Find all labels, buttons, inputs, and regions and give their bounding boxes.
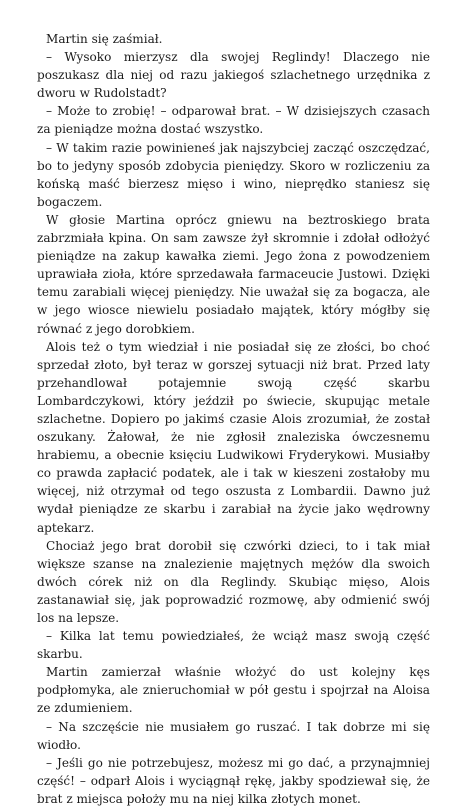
paragraph: – Na szczęście nie musiałem go ruszać. I tak dobrze mi się wiodło.	[37, 719, 430, 752]
paragraph: W głosie Martina oprócz gniewu na beztroskiego brata zabrzmiała kpina. On sam zawsze żył skromnie i zdołał odłożyć pieniądze na zakup kawałka ziemi. Jego żona z powodzeniem uprawiała zioła, które sprzedawała farmaceucie Justowi. Dzięki temu zarabiali więcej pieniędzy. Nie uważał się za bogacza, ale w jego wiosce niewielu posiadało majątek, który mógłby się równać z jego dorobkiem.	[37, 212, 430, 336]
paragraph: Alois też o tym wiedział i nie posiadał się ze złości, bo choć sprzedał złoto, był teraz w gorszej sytuacji niż brat. Przed laty przehandlował potajemnie swoją część skarbu Lombardczykowi, który jeździł po świecie, skupując metale szlachetne. Dopiero po jakimś czasie Alois zrozumiał, że został oszukany. Żałował, że nie zgłosił znaleziska ówczesnemu hrabiemu, a obecnie księciu Ludwikowi Fryderykowi. Musiałby co prawda zapłacić podatek, ale i tak w kieszeni zostałoby mu więcej, niż otrzymał od tego oszusta z Lombardii. Dawno już wydał pieniądze ze skarbu i zarabiał na życie jako wędrowny aptekarz.	[37, 339, 430, 535]
paragraph: – W takim razie powinieneś jak najszybciej zacząć oszczędzać, bo to jedyny sposób zdobycia pieniędzy. Skoro w rozliczeniu za końską maść bierzesz mięso i wino, nieprędko staniesz się bogaczem.	[37, 140, 430, 209]
book-page	[37, 30, 430, 806]
paragraph: Martin się zaśmiał.	[46, 32, 163, 46]
paragraph: Martin zamierzał właśnie włożyć do ust kolejny kęs podpłomyka, ale znieruchomiał w pół gestu i spojrzał na Aloisa ze zdumieniem.	[37, 665, 430, 716]
paragraph: – Kilka lat temu powiedziałeś, że wciąż masz swoją część skarbu.	[37, 629, 430, 662]
paragraph: – Jeśli go nie potrzebujesz, możesz mi go dać, a przynajmniej część! – odparł Alois i wyciągnął rękę, jakby spodziewał się, że brat z miejsca położy mu na niej kilka złotych monet.	[37, 755, 430, 806]
paragraph: – Wysoko mierzysz dla swojej Reglindy! Dlaczego nie poszukasz dla niej od razu jakiegoś szlachetnego urzędnika z dworu w Rudolstadt?	[37, 50, 430, 101]
paragraph: – Może to zrobię! – odparował brat. – W dzisiejszych czasach za pieniądze można dostać wszystko.	[37, 104, 430, 137]
paragraph: Chociaż jego brat dorobił się czwórki dzieci, to i tak miał większe szanse na znalezienie majętnych mężów dla swoich dwóch córek niż on dla Reglindy. Skubiąc mięso, Alois zastanawiał się, jak poprowadzić rozmowę, aby odmienić swój los na lepsze.	[37, 538, 430, 625]
